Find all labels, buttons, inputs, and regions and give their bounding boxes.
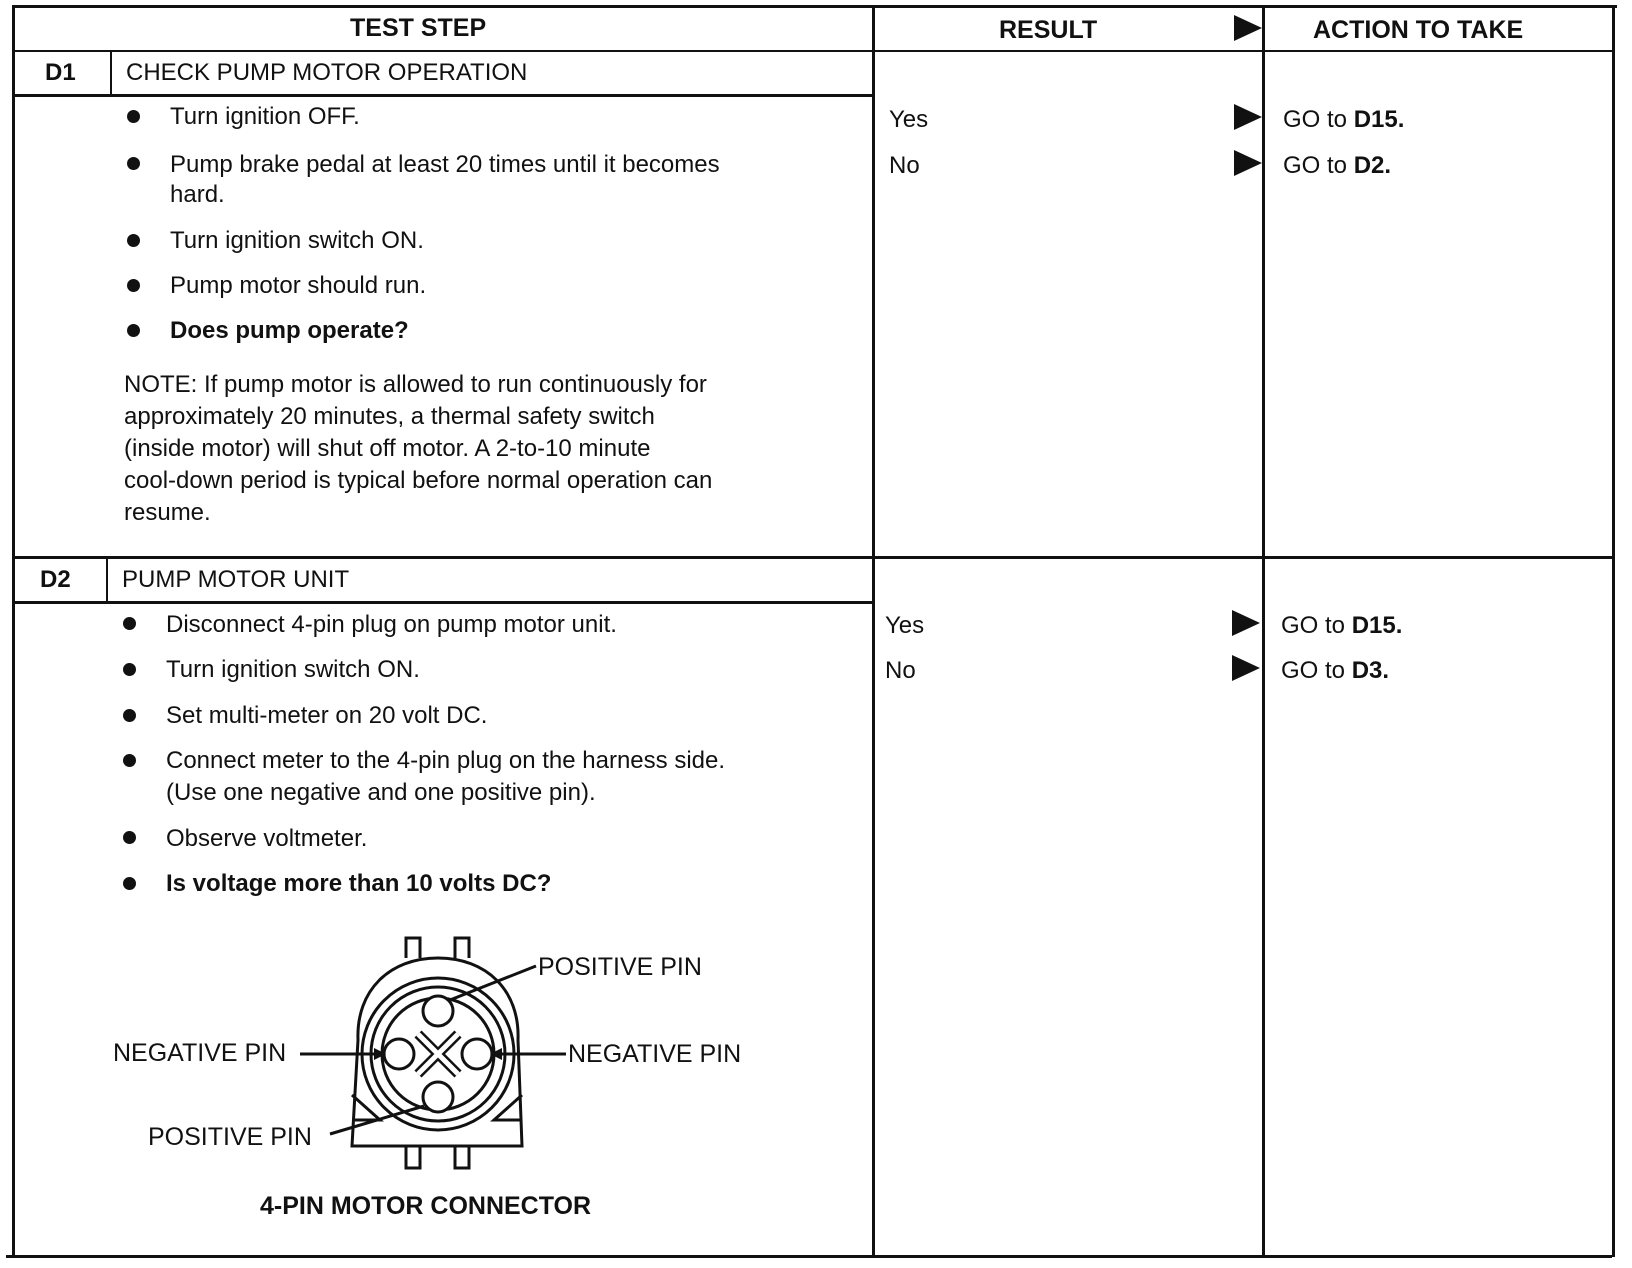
diagram-caption: 4-PIN MOTOR CONNECTOR bbox=[260, 1192, 592, 1220]
d1-note-line: resume. bbox=[124, 499, 211, 526]
action-target: D15. bbox=[1353, 106, 1405, 133]
d1-note-line: cool-down period is typical before normal operation can bbox=[124, 467, 713, 494]
d1-step-item: Pump motor should run. bbox=[170, 272, 427, 299]
d2-step-item: Observe voltmeter. bbox=[166, 825, 368, 852]
d1-step-item: Turn ignition OFF. bbox=[170, 103, 360, 130]
d1-step-item-cont: hard. bbox=[170, 181, 225, 208]
action-target: D15. bbox=[1351, 612, 1403, 639]
action-target: D2. bbox=[1353, 152, 1392, 179]
d2-result-yes: Yes bbox=[885, 612, 925, 639]
d1-result-yes: Yes bbox=[889, 106, 929, 133]
d1-step-id: D1 bbox=[45, 59, 76, 86]
leader-positive-bottom bbox=[330, 1106, 424, 1134]
d2-step-item: Set multi-meter on 20 volt DC. bbox=[166, 702, 488, 729]
d2-step-id: D2 bbox=[40, 566, 71, 593]
header-test-step: TEST STEP bbox=[350, 14, 487, 42]
pin-bottom bbox=[423, 1082, 453, 1112]
label-negative-pin-left: NEGATIVE PIN bbox=[113, 1039, 287, 1067]
pin-right bbox=[462, 1039, 492, 1069]
d1-note-line: NOTE: If pump motor is allowed to run continuously for bbox=[124, 371, 707, 398]
action-prefix: GO to bbox=[1281, 612, 1352, 639]
d1-result-no: No bbox=[889, 152, 920, 179]
label-positive-pin-bottom: POSITIVE PIN bbox=[148, 1123, 312, 1151]
d2-step-question: Is voltage more than 10 volts DC? bbox=[166, 870, 552, 897]
header-result: RESULT bbox=[999, 16, 1098, 44]
action-prefix: GO to bbox=[1283, 152, 1354, 179]
d2-step-item: Turn ignition switch ON. bbox=[166, 656, 420, 683]
action-prefix: GO to bbox=[1283, 106, 1354, 133]
action-target: D3. bbox=[1351, 657, 1390, 684]
d2-step-item-cont: (Use one negative and one positive pin). bbox=[166, 779, 596, 806]
label-negative-pin-right: NEGATIVE PIN bbox=[568, 1040, 742, 1068]
d1-note-line: approximately 20 minutes, a thermal safety switch bbox=[124, 403, 655, 430]
header-action: ACTION TO TAKE bbox=[1313, 16, 1524, 44]
d1-step-question: Does pump operate? bbox=[170, 317, 409, 344]
d2-step-title: PUMP MOTOR UNIT bbox=[122, 566, 350, 593]
d2-step-item: Disconnect 4-pin plug on pump motor unit. bbox=[166, 611, 617, 638]
d1-step-item: Pump brake pedal at least 20 times until it becomes bbox=[170, 151, 720, 178]
action-prefix: GO to bbox=[1281, 657, 1352, 684]
d1-note-line: (inside motor) will shut off motor. A 2-to-10 minute bbox=[124, 435, 651, 462]
d1-step-item: Turn ignition switch ON. bbox=[170, 227, 424, 254]
d1-step-title: CHECK PUMP MOTOR OPERATION bbox=[126, 59, 528, 86]
pin-top bbox=[423, 996, 453, 1026]
d2-result-no: No bbox=[885, 657, 916, 684]
d2-step-item: Connect meter to the 4-pin plug on the harness side. bbox=[166, 747, 726, 774]
label-positive-pin-top: POSITIVE PIN bbox=[538, 953, 702, 981]
pin-left bbox=[384, 1039, 414, 1069]
